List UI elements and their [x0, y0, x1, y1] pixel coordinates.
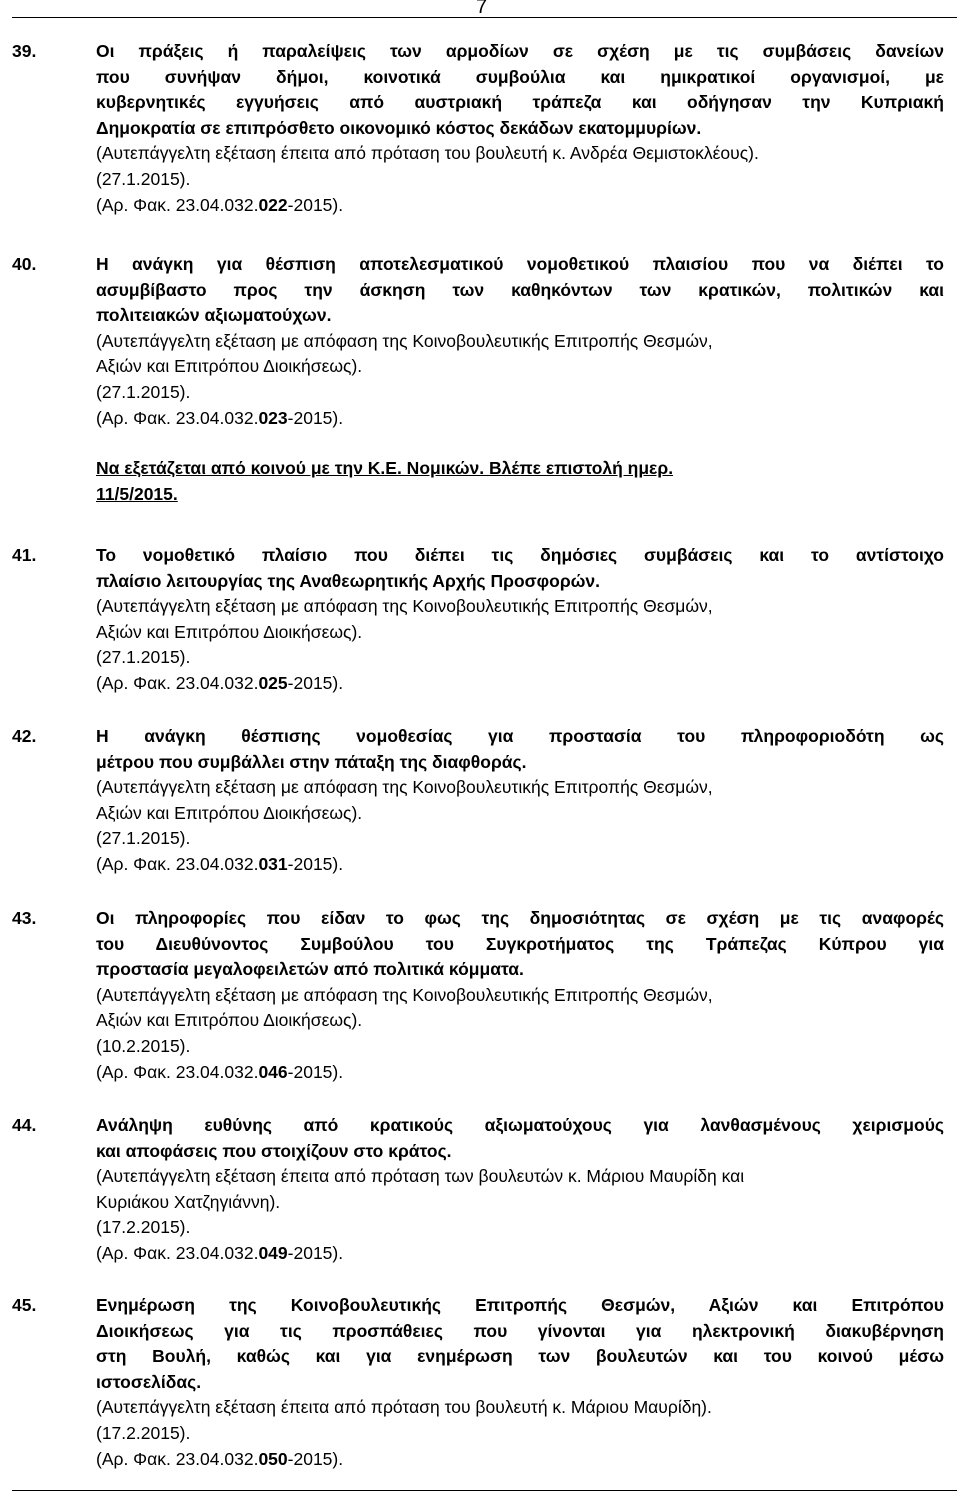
file-suffix: -2015). — [287, 853, 344, 874]
file-prefix: (Αρ. Φακ. 23.04.032. — [96, 194, 259, 215]
item-title — [96, 252, 944, 329]
file-suffix: -2015). — [287, 1061, 344, 1082]
item-title — [96, 1113, 944, 1164]
item-detail-line: Κυριάκου Χατζηγιάννη). — [96, 1191, 281, 1212]
item-content — [96, 1113, 944, 1267]
item-title — [96, 724, 944, 775]
item-title-line: ιστοσελίδας. — [96, 1371, 202, 1392]
file-suffix: -2015). — [287, 1242, 344, 1263]
file-reference — [96, 1060, 944, 1086]
item-detail-line: (27.1.2015). — [96, 828, 191, 849]
file-prefix: (Αρ. Φακ. 23.04.032. — [96, 407, 259, 428]
file-number: 031 — [258, 853, 288, 874]
item-details — [96, 329, 944, 431]
item-detail-line: (17.2.2015). — [96, 1217, 191, 1238]
item-details — [96, 594, 944, 696]
item-title-line: Το νομοθετικό πλαίσιο που διέπει τις δημόσιες συμβάσεις και το αντίστοιχο — [96, 545, 944, 565]
item-title-line: Ανάληψη ευθύνης από κρατικούς αξιωματούχους για λανθασμένους χειρισμούς — [96, 1115, 944, 1135]
file-suffix: -2015). — [287, 407, 344, 428]
item-title — [96, 1293, 944, 1395]
item-title-line: που συνήψαν δήμοι, κοινοτικά συμβούλια και ημικρατικοί οργανισμοί, με — [96, 66, 944, 87]
file-prefix: (Αρ. Φακ. 23.04.032. — [96, 853, 259, 874]
item-details — [96, 775, 944, 877]
item-detail-line: Αξιών και Επιτρόπου Διοικήσεως). — [96, 621, 363, 642]
file-prefix: (Αρ. Φακ. 23.04.032. — [96, 672, 259, 693]
item-detail-line: (Αυτεπάγγελτη εξέταση με απόφαση της Κοινοβουλευτικής Επιτροπής Θεσμών, — [96, 777, 713, 798]
file-reference — [96, 1447, 944, 1473]
item-title — [96, 39, 944, 141]
note-line: Να εξετάζεται από κοινού με την Κ.Ε. Νομικών. Βλέπε επιστολή ημερ. — [96, 458, 674, 479]
item-number: 39. — [12, 41, 37, 61]
item-detail-line: (Αυτεπάγγελτη εξέταση έπειτα από πρόταση του βουλευτή κ. Ανδρέα Θεμιστοκλέους). — [96, 143, 759, 164]
file-number: 025 — [258, 672, 288, 693]
item-detail-line: (27.1.2015). — [96, 381, 191, 402]
item-detail-line: (27.1.2015). — [96, 168, 191, 189]
file-reference — [96, 193, 944, 219]
file-prefix: (Αρ. Φακ. 23.04.032. — [96, 1061, 259, 1082]
file-reference — [96, 852, 944, 878]
item-title-line: και αποφάσεις που στοιχίζουν στο κράτος. — [96, 1140, 452, 1161]
file-reference — [96, 671, 944, 697]
item-detail-line: (10.2.2015). — [96, 1035, 191, 1056]
item-detail-line: Αξιών και Επιτρόπου Διοικήσεως). — [96, 356, 363, 377]
item-title-line: προστασία μεγαλοφειλετών από πολιτικά κόμματα. — [96, 959, 524, 980]
file-reference — [96, 406, 944, 432]
item-title-line: Η ανάγκη για θέσπιση αποτελεσματικού νομοθετικού πλαισίου που να διέπει το — [96, 254, 944, 274]
item-number: 40. — [12, 254, 37, 274]
item-number: 44. — [12, 1115, 37, 1135]
file-number: 050 — [258, 1448, 288, 1469]
item-number: 45. — [12, 1295, 37, 1315]
item-number: 42. — [12, 726, 37, 746]
item-title — [96, 906, 944, 983]
item-detail-line: Αξιών και Επιτρόπου Διοικήσεως). — [96, 1010, 363, 1031]
item-content — [96, 39, 944, 218]
bottom-rule — [12, 1490, 957, 1491]
file-suffix: -2015). — [287, 194, 344, 215]
item-title-line: μέτρου που συμβάλλει στην πάταξη της διαφθοράς. — [96, 751, 527, 772]
item-detail-line: (17.2.2015). — [96, 1422, 191, 1443]
file-number: 023 — [258, 407, 288, 428]
joint-examination-note — [96, 456, 944, 507]
item-title — [96, 543, 944, 594]
item-content — [96, 906, 944, 1085]
item-number: 43. — [12, 908, 37, 928]
item-title-line: ασυμβίβαστο προς την άσκηση των καθηκόντων των κρατικών, πολιτικών και — [96, 279, 944, 300]
item-detail-line: (Αυτεπάγγελτη εξέταση με απόφαση της Κοινοβουλευτικής Επιτροπής Θεσμών, — [96, 984, 713, 1005]
item-content — [96, 724, 944, 878]
item-title-line: κυβερνητικές εγγυήσεις από αυστριακή τράπεζα και οδήγησαν την Κυπριακή — [96, 92, 944, 113]
item-title-line: Οι πράξεις ή παραλείψεις των αρμοδίων σε σχέση με τις συμβάσεις δανείων — [96, 41, 944, 61]
item-details — [96, 1395, 944, 1472]
item-detail-line: (27.1.2015). — [96, 647, 191, 668]
file-suffix: -2015). — [287, 1448, 344, 1469]
file-prefix: (Αρ. Φακ. 23.04.032. — [96, 1242, 259, 1263]
file-number: 049 — [258, 1242, 288, 1263]
item-content — [96, 1293, 944, 1472]
item-title-line: πλαίσιο λειτουργίας της Αναθεωρητικής Αρχής Προσφορών. — [96, 570, 601, 591]
item-title-line: πολιτειακών αξιωματούχων. — [96, 305, 332, 326]
item-details — [96, 141, 944, 218]
item-title-line: Οι πληροφορίες που είδαν το φως της δημοσιότητας σε σχέση με τις αναφορές — [96, 908, 944, 928]
item-title-line: Η ανάγκη θέσπισης νομοθεσίας για προστασία του πληροφοριοδότη ως — [96, 726, 944, 746]
item-detail-line: (Αυτεπάγγελτη εξέταση με απόφαση της Κοινοβουλευτικής Επιτροπής Θεσμών, — [96, 330, 713, 351]
file-number: 046 — [258, 1061, 288, 1082]
item-detail-line: Αξιών και Επιτρόπου Διοικήσεως). — [96, 802, 363, 823]
file-number: 022 — [258, 194, 288, 215]
item-content — [96, 543, 944, 697]
item-title-line: του Διευθύνοντος Συμβούλου του Συγκροτήματος της Τράπεζας Κύπρου για — [96, 933, 944, 954]
item-title-line: στη Βουλή, καθώς και για ενημέρωση των βουλευτών και του κοινού μέσω — [96, 1346, 944, 1367]
item-content — [96, 252, 944, 507]
file-reference — [96, 1241, 944, 1267]
item-number: 41. — [12, 545, 37, 565]
item-detail-line: (Αυτεπάγγελτη εξέταση έπειτα από πρόταση του βουλευτή κ. Μάριου Μαυρίδη). — [96, 1397, 712, 1418]
note-line: 11/5/2015. — [96, 483, 178, 504]
item-detail-line: (Αυτεπάγγελτη εξέταση έπειτα από πρόταση των βουλευτών κ. Μάριου Μαυρίδη και — [96, 1166, 745, 1187]
page-number: 7 — [476, 0, 488, 18]
file-prefix: (Αρ. Φακ. 23.04.032. — [96, 1448, 259, 1469]
item-title-line: Ενημέρωση της Κοινοβουλευτικής Επιτροπής Θεσμών, Αξιών και Επιτρόπου — [96, 1295, 944, 1315]
item-detail-line: (Αυτεπάγγελτη εξέταση με απόφαση της Κοινοβουλευτικής Επιτροπής Θεσμών, — [96, 596, 713, 617]
item-details — [96, 983, 944, 1085]
file-suffix: -2015). — [287, 672, 344, 693]
top-rule — [12, 17, 957, 18]
item-title-line: Διοικήσεως για τις προσπάθειες που γίνονται για ηλεκτρονική διακυβέρνηση — [96, 1320, 944, 1341]
item-details — [96, 1164, 944, 1266]
item-title-line: Δημοκρατία σε επιπρόσθετο οικονομικό κόστος δεκάδων εκατομμυρίων. — [96, 117, 702, 138]
